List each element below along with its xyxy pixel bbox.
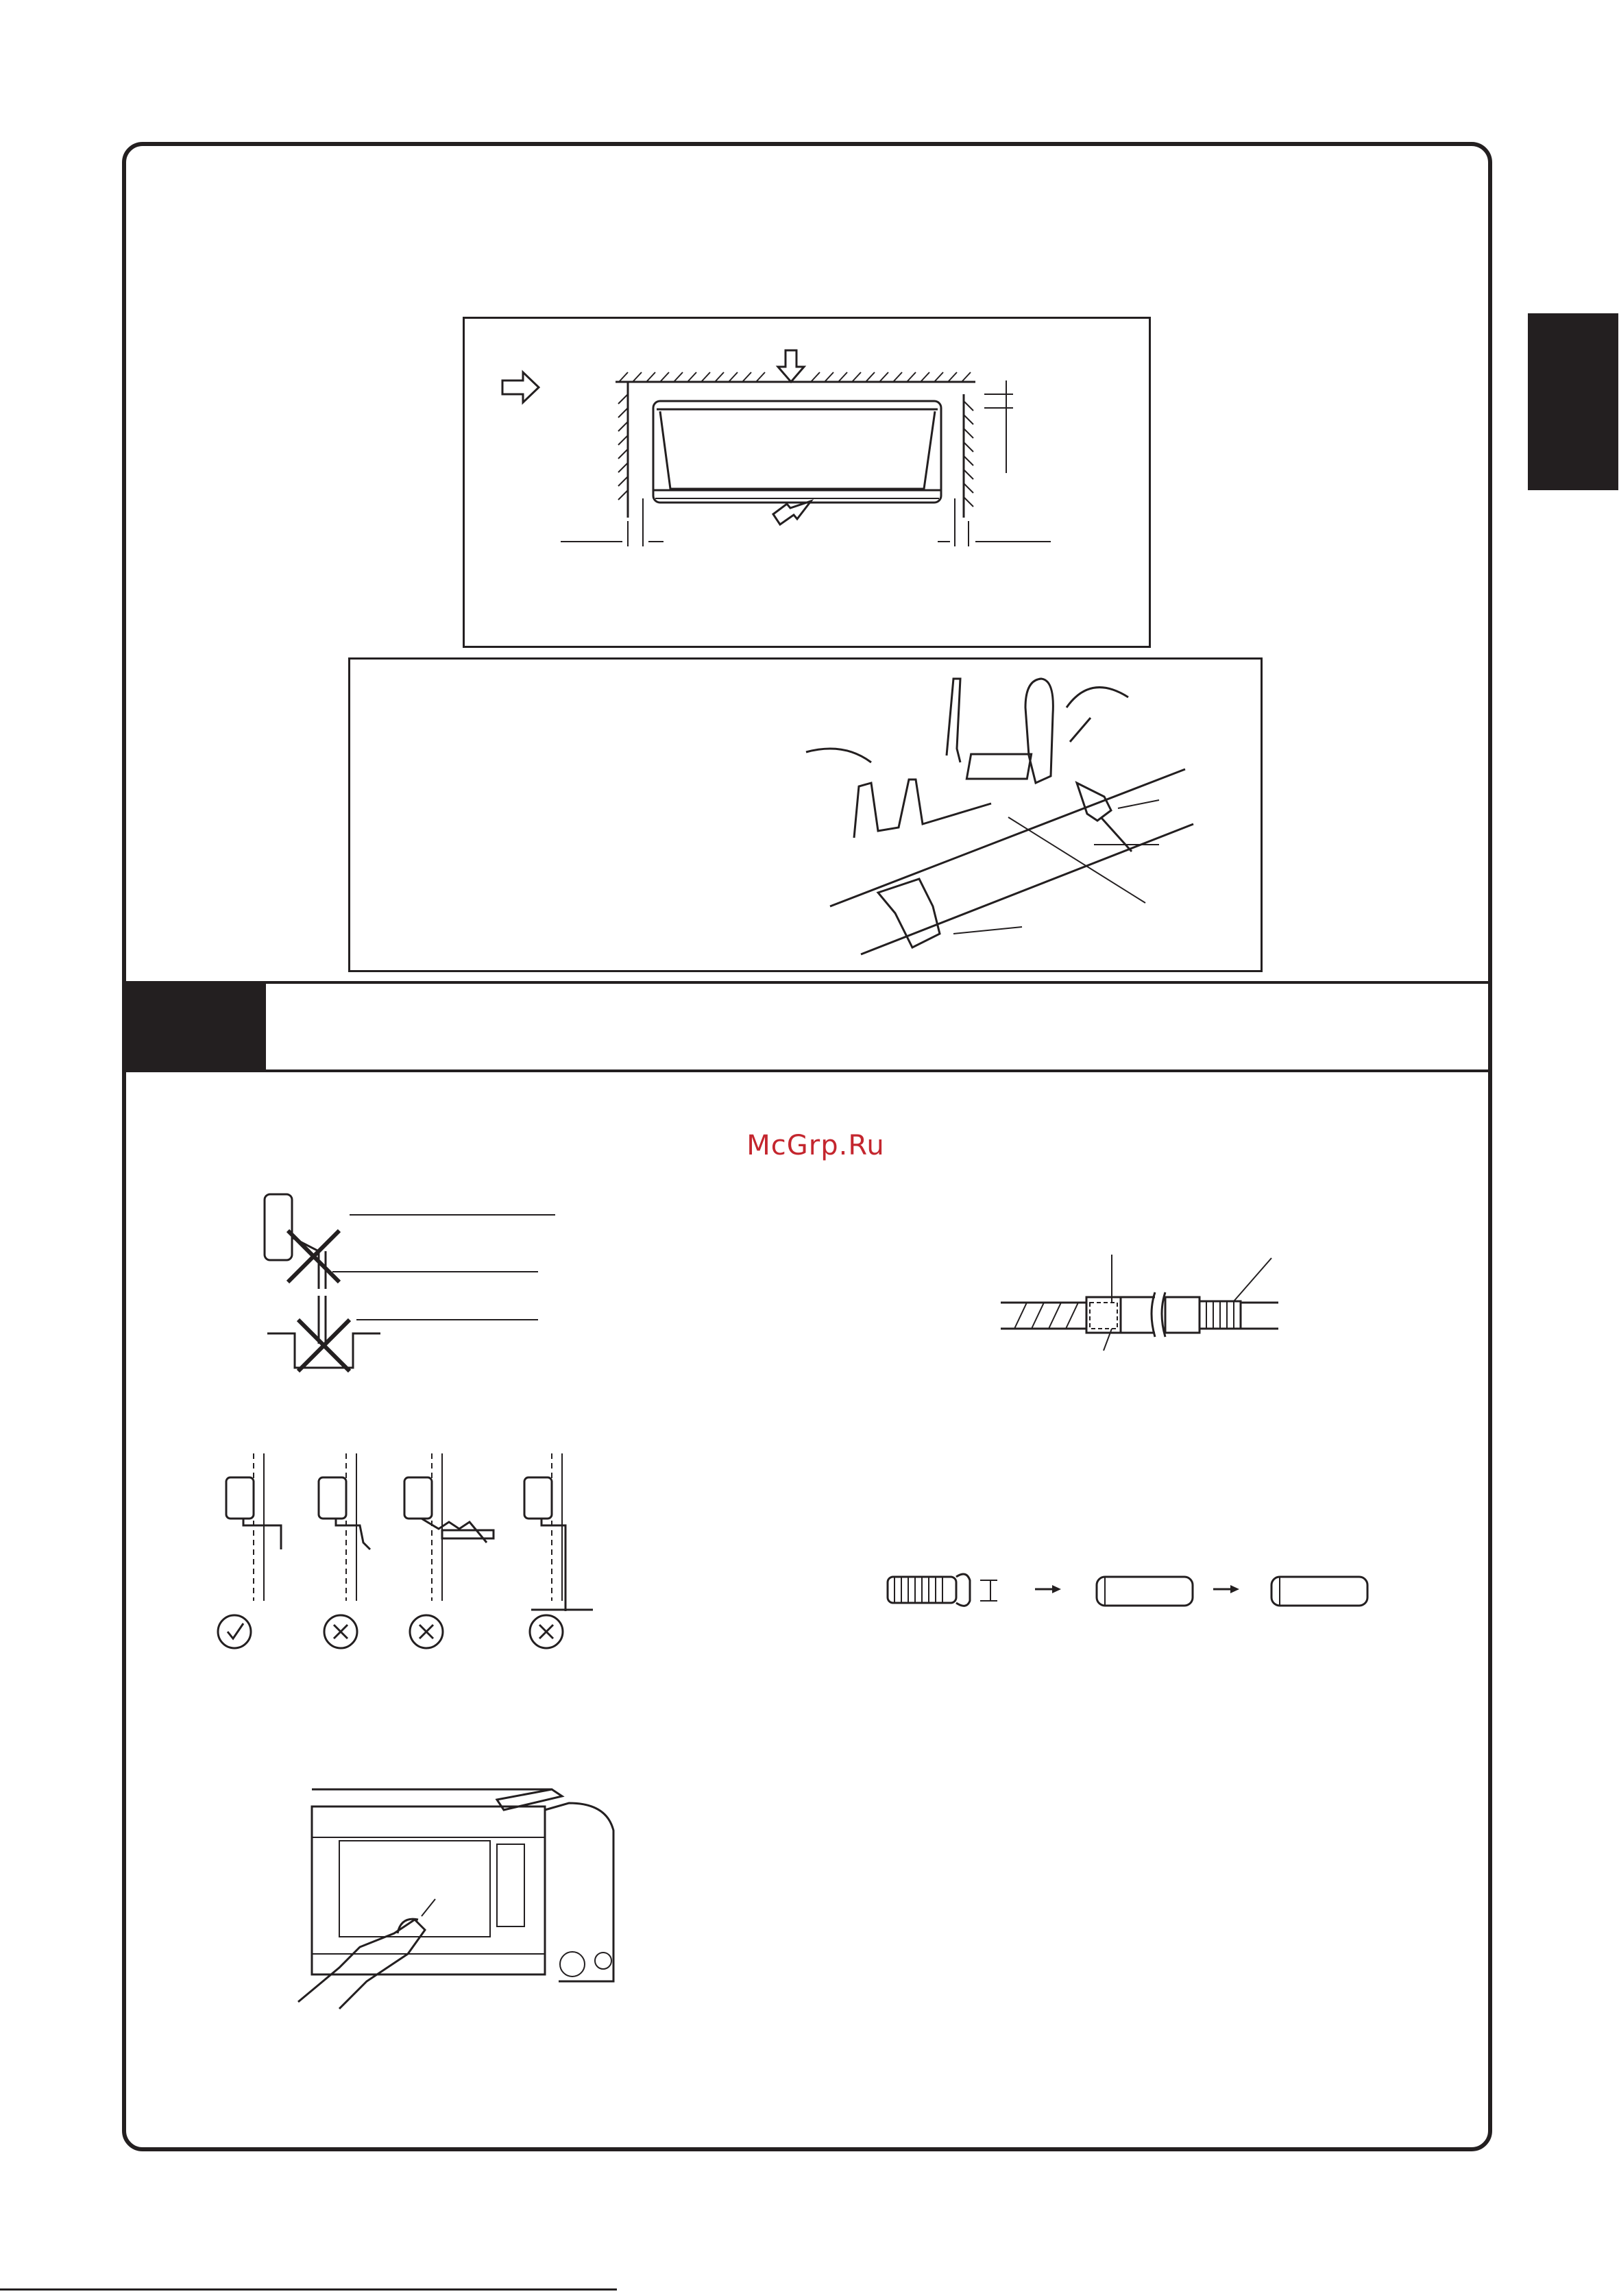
unit-open-front-panel-illustration <box>298 1776 620 2009</box>
mounting-plate-diagram <box>350 660 1265 974</box>
mounting-plate-box <box>348 657 1263 972</box>
clearance-diagram-box <box>463 317 1151 648</box>
side-tab-marker <box>1528 313 1618 490</box>
drain-hose-incorrect-diagram <box>254 1186 562 1392</box>
drain-hose-examples <box>206 1447 617 1652</box>
bottom-rule <box>0 2288 617 2291</box>
clearance-diagram <box>465 319 1153 650</box>
drain-hose-joint-diagram <box>1001 1248 1289 1364</box>
section-number-block <box>124 984 266 1070</box>
drain-hose-connection-steps <box>884 1556 1378 1625</box>
section-header-band <box>124 981 1490 1072</box>
watermark: McGrp.Ru <box>746 1130 885 1161</box>
